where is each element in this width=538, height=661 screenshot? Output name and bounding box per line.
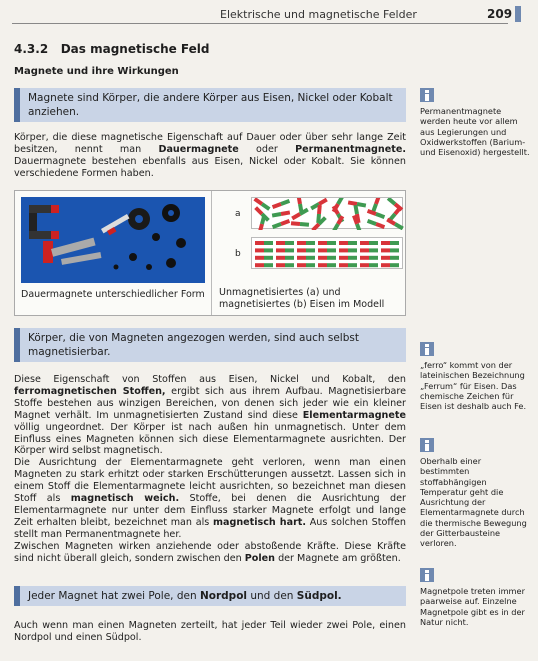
elementary-magnet-aligned (381, 241, 399, 245)
section-heading (14, 42, 210, 56)
page-header (0, 0, 538, 26)
definition-box-attraction: Magnete sind Körper, die andere Körper aus Eisen, Nickel oder Kobalt anziehen. (14, 88, 406, 122)
elementary-magnet-unordered (367, 219, 385, 229)
sidenote-permanent-magnets: Permanentmagnete werden heute vor allem aus Legierungen und Oxidwerkstoffen (Barium- und Eisenoxid) hergestellt. (420, 106, 530, 158)
paragraph-permanent-magnets: Körper, die diese magnetische Eigenschaft auf Dauer oder über sehr lange Zeit besitzen, nennt man Dauermagnete oder Permanentmagnete. Dauermagnete bestehen ebenfalls aus Eisen, Nickel oder Kobalt. Sie können verschiedene Formen haben. (14, 132, 406, 179)
elementary-magnet-aligned (276, 263, 294, 267)
info-icon (420, 568, 434, 582)
header-rule (12, 23, 508, 24)
elementary-magnet-aligned (297, 263, 315, 267)
figure-caption-right: Unmagnetisiertes (a) und magnetisiertes (b) Eisen im Modell (219, 287, 385, 310)
elementary-magnet-aligned (276, 241, 294, 245)
paragraph-poles: Auch wenn man einen Magneten zerteilt, hat jeder Teil wieder zwei Pole, einen Nordpol und einen Südpol. (14, 620, 406, 643)
sidenote-poles: Magnetpole treten immer paarweise auf. Einzelne Magnetpole gibt es in der Natur nicht. (420, 586, 525, 627)
paragraph-ferromagnetic: Diese Eigenschaft von Stoffen aus Eisen, Nickel und Kobalt, den ferromagnetischen Stoffen, ergibt sich aus ihrem Aufbau. Magnetisierbare Stoffe bestehen aus winzigen Bereichen, von denen sich jeder wie ein kleiner Magnet verhält. Im unmagnetisierten Zustand sind diese Elementarmagnete völlig ungeordnet. Der Körper ist nach außen hin unmagnetisch. Unter dem Einfluss eines Magneten können sich diese Elementarmagnete ausrichten. Der Körper wird selbst magnetisch. Die Ausrichtung der Elementarmagnete geht verloren, wenn man einen Magneten zu stark erhitzt oder starken Erschütterungen aussetzt. Lassen sich in einem Stoff die Elementarmagnete leicht ausrichten, so bezeichnet man diesen Stoff als magnetisch weich. Stoffe, bei denen die Ausrichtung der Elementarmagnete nur unter dem Einfluss starker Magnete erfolgt und lange Zeit erhalten bleibt, bezeichnet man als magnetisch hart. Aus solchen Stoffen stellt man Permanentmagnete her. Zwischen Magneten wirken anziehende oder abstoßende Kräfte. Diese Kräfte sind nicht überall gleich, sondern zwischen den Polen der Magnete am größten. (14, 374, 406, 564)
elementary-magnet-aligned (360, 263, 378, 267)
page-marker-bar (515, 6, 521, 22)
elementary-magnet-aligned (255, 263, 273, 267)
elementary-magnet-aligned (339, 241, 357, 245)
elementary-magnet-aligned (360, 248, 378, 252)
elementary-magnet-unordered (272, 219, 290, 229)
figure-divider (211, 191, 212, 315)
elementary-magnet-aligned (339, 256, 357, 260)
elementary-magnet-aligned (381, 263, 399, 267)
info-icon (420, 88, 434, 102)
elementary-magnet-aligned (318, 248, 336, 252)
figure-caption-left: Dauermagnete unterschiedlicher Form (21, 289, 205, 300)
elementary-magnet-unordered (367, 209, 385, 219)
elementary-magnet-aligned (255, 248, 273, 252)
elementary-magnet-unordered (258, 215, 267, 230)
info-icon (420, 342, 434, 356)
sidenote-ferro: „ferro“ kommt von der lateinischen Bezeichnung „Ferrum“ für Eisen. Das chemische Zeichen für Eisen ist deshalb auch Fe. (420, 360, 527, 412)
elementary-magnet-aligned (360, 256, 378, 260)
subsection-heading: Magnete und ihre Wirkungen (14, 66, 179, 77)
model-magnetized (251, 237, 403, 269)
chapter-title: Elektrische und magnetische Felder (220, 8, 417, 21)
definition-box-poles: Jeder Magnet hat zwei Pole, den Nordpol und den Südpol. (14, 586, 406, 606)
sidenote-temperature: Oberhalb einer bestimmten stoffabhängigen Temperatur geht die Ausrichtung der Elementarmagnete durch die thermische Bewegung der Gitterbausteine verloren. (420, 456, 527, 549)
elementary-magnet-aligned (339, 263, 357, 267)
section-number: 4.3.2 (14, 42, 49, 56)
elementary-magnet-aligned (297, 241, 315, 245)
magnet-photo (21, 197, 205, 283)
elementary-magnet-unordered (291, 221, 309, 227)
info-icon (420, 438, 434, 452)
figure-magnets (14, 190, 406, 316)
model-label-a: a (235, 209, 241, 219)
elementary-magnet-aligned (318, 263, 336, 267)
elementary-magnet-aligned (276, 248, 294, 252)
elementary-magnet-unordered (272, 210, 290, 217)
elementary-magnet-aligned (276, 256, 294, 260)
elementary-magnet-aligned (318, 241, 336, 245)
elementary-magnet-aligned (339, 248, 357, 252)
elementary-magnet-aligned (381, 256, 399, 260)
definition-box-magnetizable: Körper, die von Magneten angezogen werden, sind auch selbst magnetisierbar. (14, 328, 406, 362)
elementary-magnet-unordered (272, 199, 290, 209)
elementary-magnet-aligned (255, 241, 273, 245)
page-number: 209 (487, 7, 513, 21)
elementary-magnet-aligned (255, 256, 273, 260)
elementary-magnet-unordered (386, 218, 404, 230)
elementary-magnet-aligned (318, 256, 336, 260)
elementary-magnet-aligned (360, 241, 378, 245)
section-title: Das magnetische Feld (60, 42, 210, 56)
elementary-magnet-aligned (297, 248, 315, 252)
elementary-magnet-aligned (297, 256, 315, 260)
model-unmagnetized (251, 197, 403, 229)
elementary-magnet-aligned (381, 248, 399, 252)
model-label-b: b (235, 249, 241, 259)
